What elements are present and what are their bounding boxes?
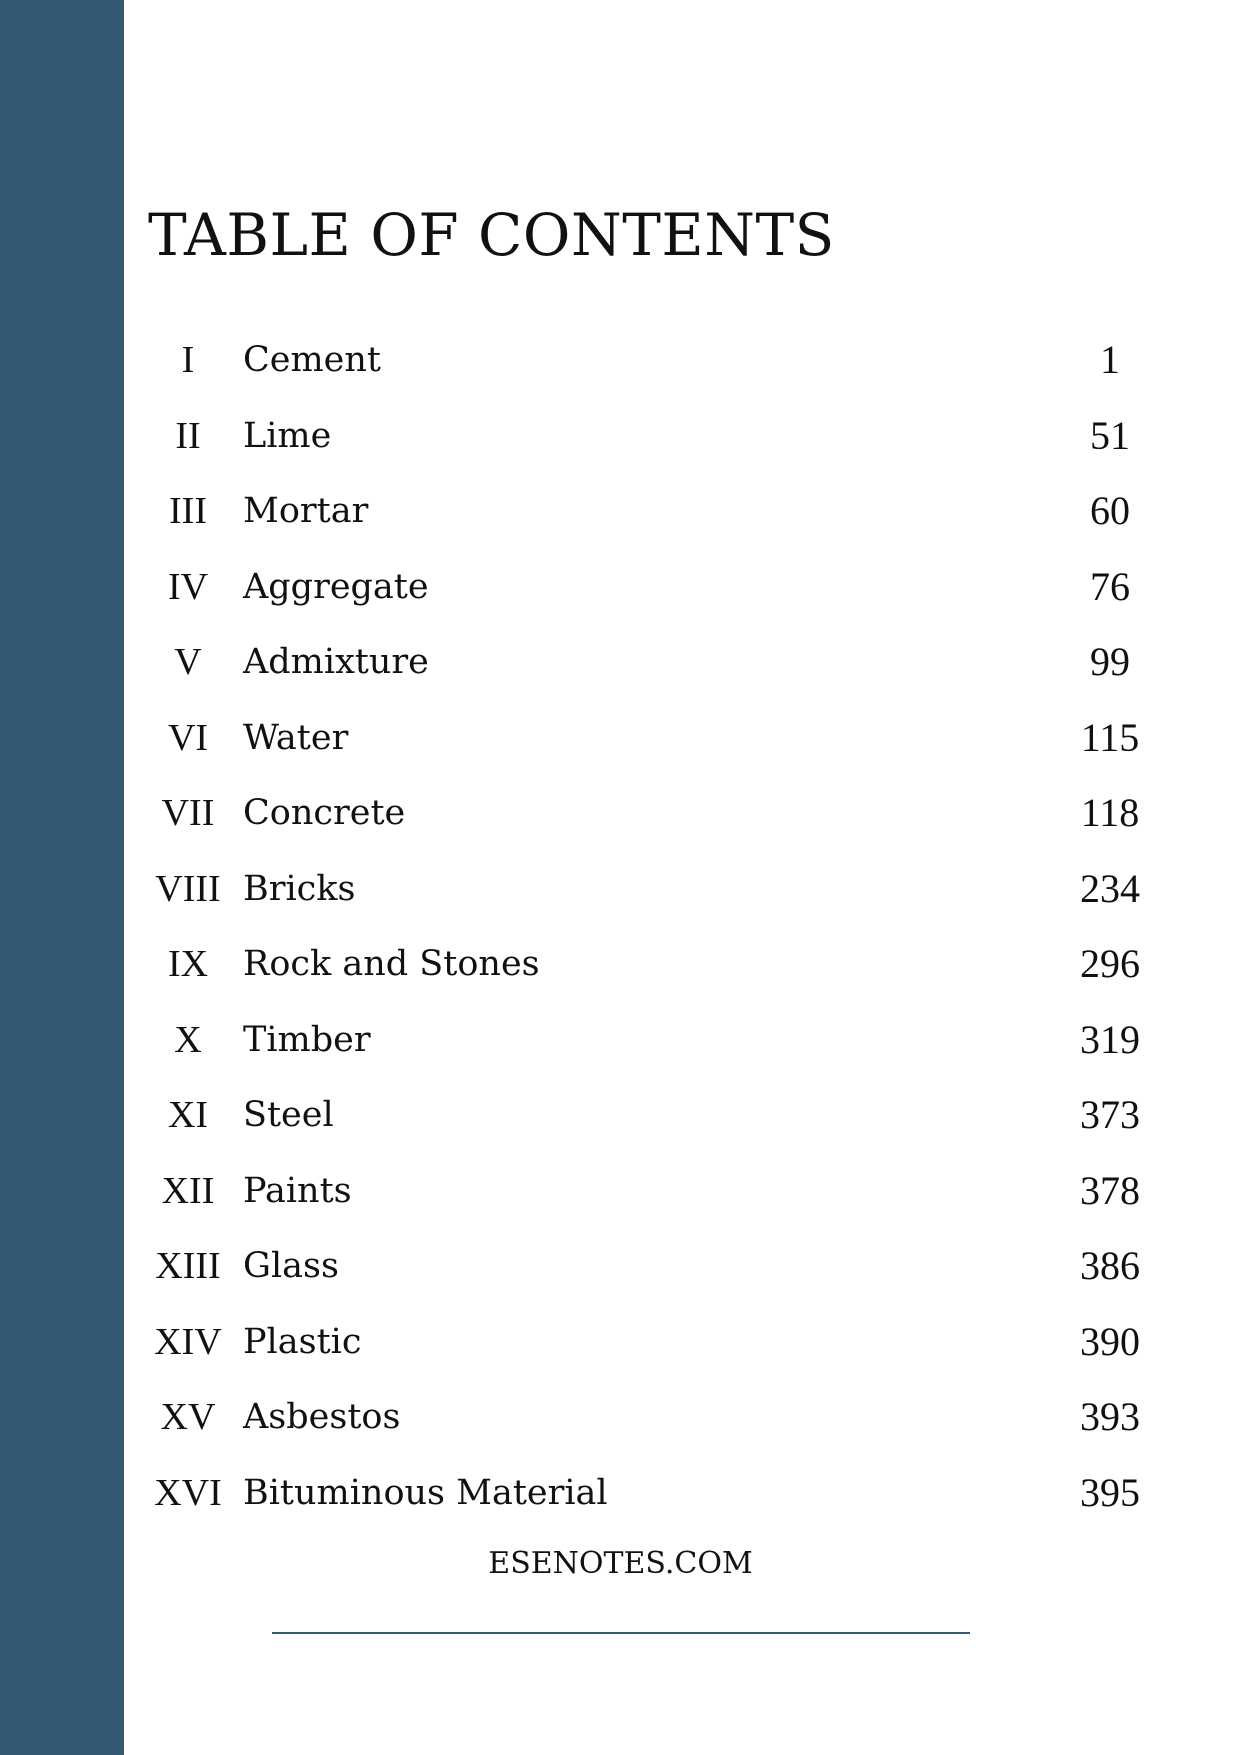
toc-chapter-number: X <box>174 1018 202 1061</box>
toc-chapter-number: XIII <box>155 1245 221 1287</box>
toc-chapter-number: VIII <box>155 867 221 910</box>
toc-row[interactable] <box>140 561 1170 637</box>
toc-page-number: 373 <box>1080 1092 1140 1137</box>
toc-row[interactable] <box>140 410 1170 486</box>
toc-chapter-title: Rock and Stones <box>243 944 540 984</box>
toc-chapter-title: Bituminous Material <box>243 1472 608 1513</box>
toc-page-number: 118 <box>1080 790 1140 835</box>
footer-site-name <box>0 1544 1241 1584</box>
toc-page-number: 395 <box>1080 1469 1140 1515</box>
toc-list <box>140 334 1170 1542</box>
toc-chapter-number: XIV <box>154 1320 222 1363</box>
toc-page-number: 51 <box>1090 412 1130 458</box>
toc-row[interactable] <box>140 334 1170 410</box>
toc-chapter-number: V <box>174 641 202 683</box>
toc-page-number: 99 <box>1090 639 1130 684</box>
toc-chapter-title: Glass <box>243 1246 339 1286</box>
toc-page-number: 234 <box>1080 865 1140 911</box>
toc-chapter-title: Steel <box>243 1095 334 1135</box>
toc-row[interactable] <box>140 1014 1170 1090</box>
toc-page-number: 390 <box>1080 1318 1140 1364</box>
toc-chapter-title: Paints <box>243 1170 352 1211</box>
toc-row[interactable] <box>140 938 1170 1014</box>
toc-chapter-number: VI <box>167 716 209 759</box>
footer-site-text[interactable]: ESENOTES.COM <box>488 1546 753 1581</box>
toc-chapter-number: III <box>169 490 207 532</box>
page-title: TABLE OF CONTENTS <box>148 201 835 269</box>
toc-row[interactable] <box>140 485 1170 561</box>
toc-row[interactable] <box>140 1391 1170 1467</box>
toc-chapter-title: Cement <box>243 340 382 380</box>
toc-chapter-title: Concrete <box>243 793 406 833</box>
toc-row[interactable] <box>140 1240 1170 1316</box>
toc-row[interactable] <box>140 636 1170 712</box>
toc-chapter-title: Timber <box>243 1019 371 1060</box>
toc-chapter-title: Lime <box>243 415 332 456</box>
toc-chapter-title: Asbestos <box>243 1397 401 1437</box>
toc-page-number: 296 <box>1080 941 1140 986</box>
toc-chapter-number: IX <box>167 943 209 985</box>
toc-page-number: 378 <box>1080 1167 1140 1213</box>
toc-chapter-number: XVI <box>154 1471 222 1514</box>
toc-chapter-title: Water <box>243 717 349 758</box>
toc-chapter-number: XI <box>167 1094 209 1136</box>
toc-chapter-number: XV <box>160 1396 216 1438</box>
toc-chapter-title: Aggregate <box>243 566 429 607</box>
toc-row[interactable] <box>140 1089 1170 1165</box>
toc-page-number: 319 <box>1080 1016 1140 1062</box>
sidebar-band <box>0 0 124 1755</box>
toc-page-number: 60 <box>1090 488 1130 533</box>
toc-chapter-title: Bricks <box>243 868 356 909</box>
toc-row[interactable] <box>140 712 1170 788</box>
toc-row[interactable] <box>140 863 1170 939</box>
toc-row[interactable] <box>140 787 1170 863</box>
toc-chapter-number: XII <box>161 1169 215 1212</box>
toc-chapter-number: II <box>175 414 201 457</box>
toc-page-number: 76 <box>1090 563 1130 609</box>
toc-chapter-title: Plastic <box>243 1321 362 1362</box>
toc-chapter-number: I <box>181 339 195 381</box>
toc-chapter-title: Admixture <box>243 642 429 682</box>
toc-chapter-number: VII <box>161 792 215 834</box>
footer-divider <box>272 1632 970 1634</box>
toc-row[interactable] <box>140 1467 1170 1543</box>
toc-page-number: 393 <box>1080 1394 1140 1439</box>
toc-page-number: 386 <box>1080 1243 1140 1288</box>
toc-row[interactable] <box>140 1316 1170 1392</box>
toc-chapter-number: IV <box>167 565 209 608</box>
toc-page-number: 115 <box>1080 714 1140 760</box>
toc-chapter-title: Mortar <box>243 491 369 531</box>
toc-page-number: 1 <box>1100 337 1120 382</box>
toc-row[interactable] <box>140 1165 1170 1241</box>
